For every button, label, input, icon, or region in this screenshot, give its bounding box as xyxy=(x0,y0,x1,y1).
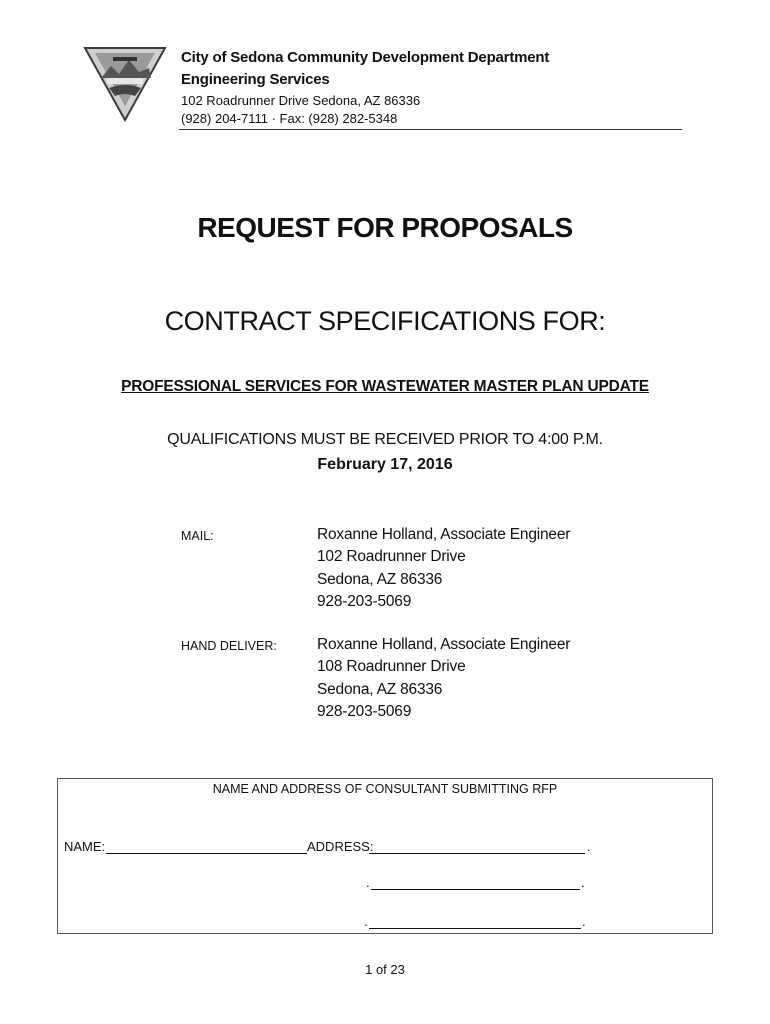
address-field-line-2[interactable] xyxy=(371,889,580,890)
city-seal-logo xyxy=(79,44,171,122)
address-field-line-1[interactable] xyxy=(369,853,585,854)
project-name: PROFESSIONAL SERVICES FOR WASTEWATER MASTER PLAN UPDATE xyxy=(121,378,649,395)
period-mark: . xyxy=(582,914,586,929)
hand-deliver-line: 928-203-5069 xyxy=(317,702,412,720)
department-name: City of Sedona Community Development Department xyxy=(181,49,550,66)
consultant-box xyxy=(57,778,713,934)
period-mark: . xyxy=(366,875,370,890)
deadline-text: QUALIFICATIONS MUST BE RECEIVED PRIOR TO 4:00 P.M. xyxy=(167,431,603,448)
mail-line: 928-203-5069 xyxy=(317,592,412,610)
hand-deliver-address-block xyxy=(317,634,570,723)
deadline-date: February 17, 2016 xyxy=(317,456,453,473)
document-subtitle: CONTRACT SPECIFICATIONS FOR: xyxy=(164,306,606,336)
mail-address-block xyxy=(317,524,570,613)
header-phone-fax: (928) 204-7111 · Fax: (928) 282-5348 xyxy=(181,111,398,126)
period-mark: . xyxy=(587,839,591,854)
hand-deliver-line: 108 Roadrunner Drive xyxy=(317,658,466,676)
mail-line: 102 Roadrunner Drive xyxy=(317,548,466,566)
period-mark: . xyxy=(364,914,368,929)
mail-line: Sedona, AZ 86336 xyxy=(317,570,443,588)
mail-label: MAIL: xyxy=(181,529,214,543)
address-label: ADDRESS: xyxy=(307,839,374,854)
consultant-box-heading: NAME AND ADDRESS OF CONSULTANT SUBMITTING RFP xyxy=(212,782,558,796)
address-field-line-3[interactable] xyxy=(369,928,581,929)
hand-deliver-line: Roxanne Holland, Associate Engineer xyxy=(317,636,571,653)
name-label: NAME: xyxy=(64,839,106,854)
header-rule xyxy=(179,129,682,130)
hand-deliver-line: Sedona, AZ 86336 xyxy=(317,680,443,698)
period-mark: . xyxy=(581,875,585,890)
mail-line: Roxanne Holland, Associate Engineer xyxy=(317,526,571,543)
header-address: 102 Roadrunner Drive Sedona, AZ 86336 xyxy=(181,93,421,108)
hand-deliver-label: HAND DELIVER: xyxy=(181,639,277,653)
name-field[interactable] xyxy=(106,853,307,854)
page-number: 1 of 23 xyxy=(365,962,405,977)
division-name: Engineering Services xyxy=(181,71,330,88)
document-title: REQUEST FOR PROPOSALS xyxy=(197,212,573,243)
